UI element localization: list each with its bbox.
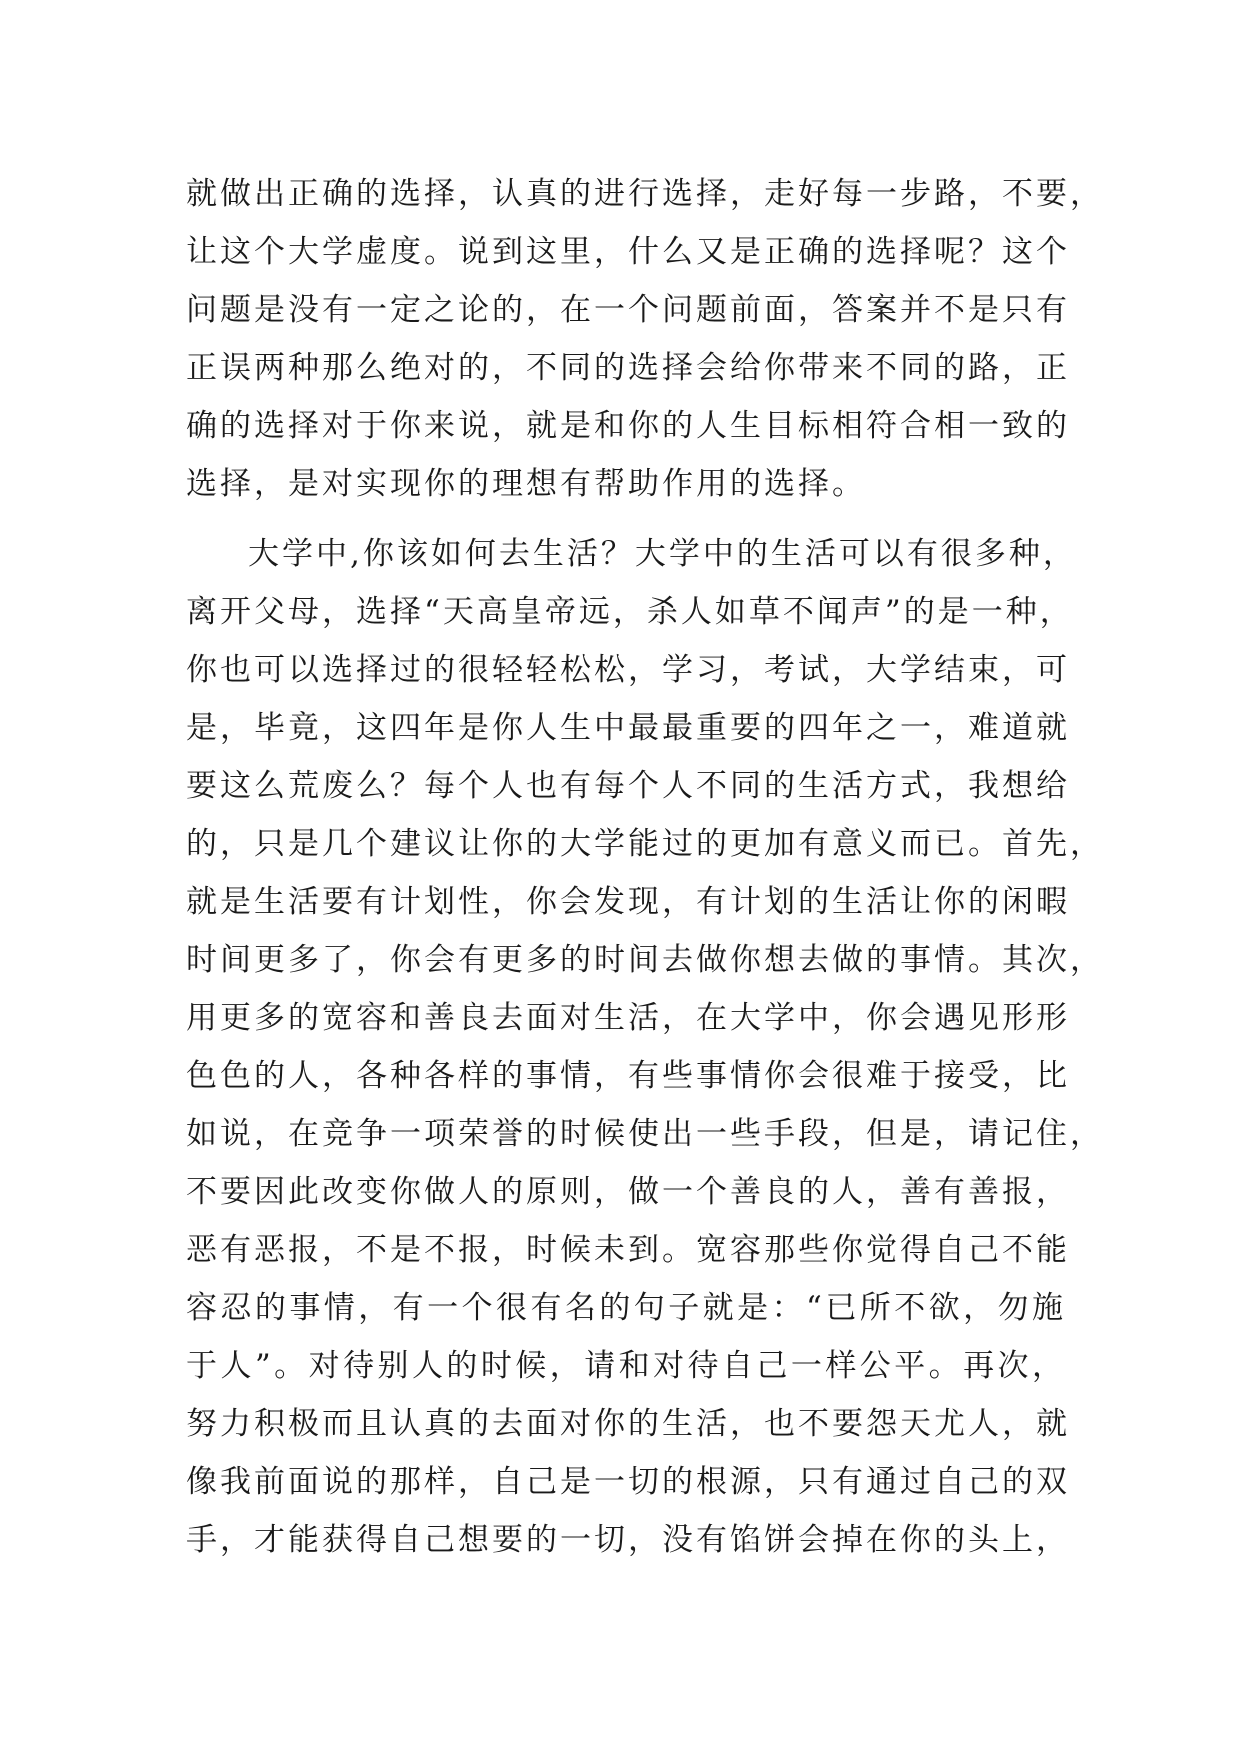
text-line: 确的选择对于你来说，就是和你的人生目标相符合相一致的: [186, 408, 1070, 444]
text-line: 容忍的事情，有一个很有名的句子就是：“已所不欲，勿施: [186, 1290, 1066, 1326]
text-line: 时间更多了，你会有更多的时间去做你想去做的事情。其次，: [186, 942, 1104, 978]
text-line: 大学中,你该如何去生活？大学中的生活可以有很多种，: [248, 536, 1077, 572]
paragraph-gap: [186, 513, 1066, 525]
paragraph-1: [186, 165, 1104, 513]
text-line: 恶有恶报，不是不报，时候未到。宽容那些你觉得自己不能: [186, 1232, 1070, 1268]
text-line: 的，只是几个建议让你的大学能过的更加有意义而已。首先，: [186, 826, 1104, 862]
text-line: 要这么荒废么？每个人也有每个人不同的生活方式，我想给: [186, 768, 1070, 804]
text-line: 努力积极而且认真的去面对你的生活，也不要怨天尤人，就: [186, 1406, 1070, 1442]
text-line: 就做出正确的选择，认真的进行选择，走好每一步路，不要，: [186, 176, 1104, 212]
text-line: 是，毕竟，这四年是你人生中最最重要的四年之一，难道就: [186, 710, 1070, 746]
text-line: 如说，在竞争一项荣誉的时候使出一些手段，但是，请记住，: [186, 1116, 1104, 1152]
text-line: 不要因此改变你做人的原则，做一个善良的人，善有善报，: [186, 1174, 1070, 1210]
text-line: 问题是没有一定之论的，在一个问题前面，答案并不是只有: [186, 292, 1070, 328]
text-line: 你也可以选择过的很轻轻松松，学习，考试，大学结束，可: [186, 652, 1070, 688]
text-line: 离开父母，选择“天高皇帝远，杀人如草不闻声”的是一种，: [186, 594, 1074, 630]
text-line: 用更多的宽容和善良去面对生活，在大学中，你会遇见形形: [186, 1000, 1070, 1036]
body-text: [186, 165, 1104, 1569]
text-line: 让这个大学虚度。说到这里，什么又是正确的选择呢？这个: [186, 234, 1070, 270]
text-line: 色色的人，各种各样的事情，有些事情你会很难于接受，比: [186, 1058, 1070, 1094]
text-line: 选择，是对实现你的理想有帮助作用的选择。: [186, 466, 866, 502]
text-line: 就是生活要有计划性，你会发现，有计划的生活让你的闲暇: [186, 884, 1070, 920]
text-line: 手，才能获得自己想要的一切，没有馅饼会掉在你的头上，: [186, 1522, 1070, 1558]
text-line: 正误两种那么绝对的，不同的选择会给你带来不同的路，正: [186, 350, 1070, 386]
paragraph-2: [186, 525, 1104, 1569]
text-line: 像我前面说的那样，自己是一切的根源，只有通过自己的双: [186, 1464, 1070, 1500]
text-line: 于人”。对待别人的时候，请和对待自己一样公平。再次，: [186, 1348, 1066, 1384]
